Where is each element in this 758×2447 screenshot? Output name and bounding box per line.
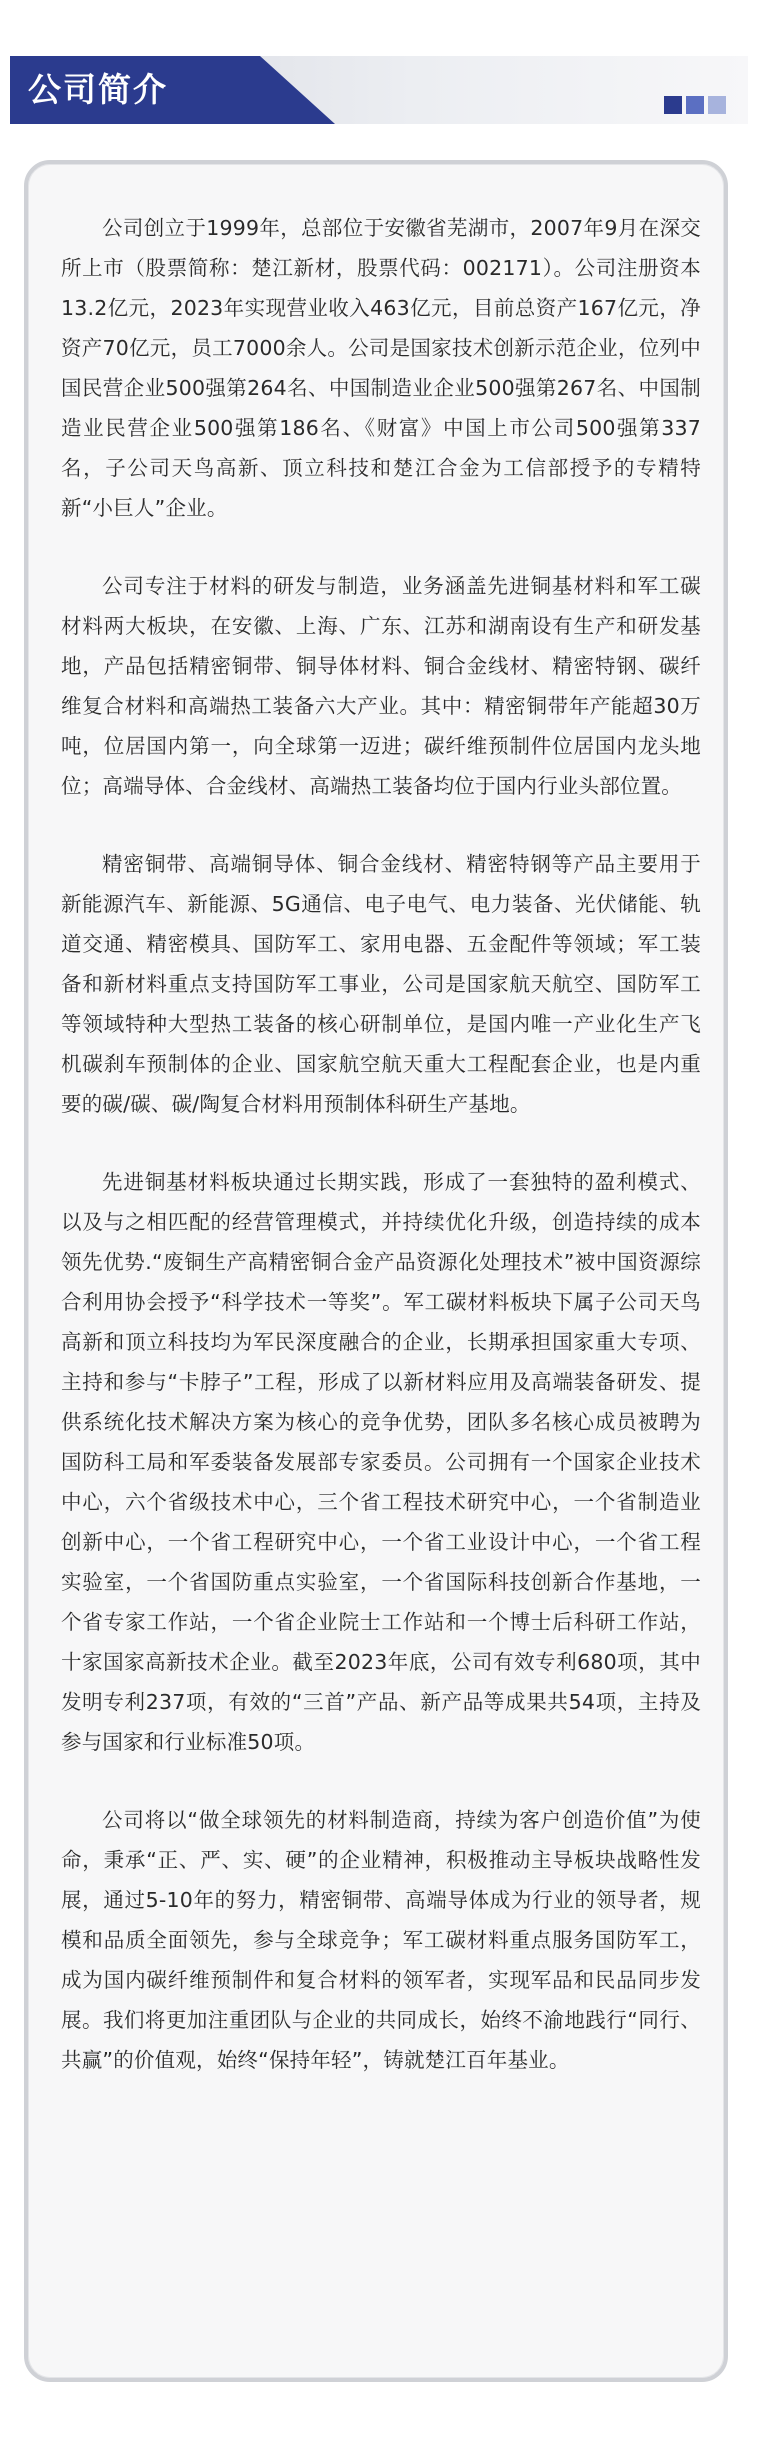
square-icon	[686, 96, 704, 114]
paragraph-capabilities: 先进铜基材料板块通过长期实践，形成了一套独特的盈利模式、以及与之相匹配的经营管理模式，并持续优化升级，创造持续的成本领先优势.“废铜生产高精密铜合金产品资源化处理技术”被中国资源综合利用协会授予“科学技术一等奖”。军工碳材料板块下属子公司天鸟高新和顶立科技均为军民深度融合的企业，长期承担国家重大专项、主持和参与“卡脖子”工程，形成了以新材料应用及高端装备研发、提供系统化技术解决方案为核心的竞争优势，团队多名核心成员被聘为国防科工局和军委装备发展部专家委员。公司拥有一个国家企业技术中心，六个省级技术中心，三个省工程技术研究中心，一个省制造业创新中心，一个省工程研究中心，一个省工业设计中心，一个省工程实验室，一个省国防重点实验室，一个省国际科技创新合作基地，一个省专家工作站，一个省企业院士工作站和一个博士后科研工作站，十家国家高新技术企业。截至2023年底，公司有效专利680项，其中发明专利237项，有效的“三首”产品、新产品等成果共54项，主持及参与国家和行业标准50项。	[61, 1170, 701, 1754]
company-intro-text	[61, 208, 701, 2118]
decorative-squares	[664, 96, 726, 114]
paragraph-mission: 公司将以“做全球领先的材料制造商，持续为客户创造价值”为使命，秉承“正、严、实、硬”的企业精神，积极推动主导板块战略性发展，通过5-10年的努力，精密铜带、高端导体成为行业的领导者，规模和品质全面领先，参与全球竞争；军工碳材料重点服务国防军工，成为国内碳纤维预制件和复合材料的领军者，实现军品和民品同步发展。我们将更加注重团队与企业的共同成长，始终不渝地践行“同行、共赢”的价值观，始终“保持年轻”，铸就楚江百年基业。	[61, 1808, 701, 2072]
paragraph-applications: 精密铜带、高端铜导体、铜合金线材、精密特钢等产品主要用于新能源汽车、新能源、5G通信、电子电气、电力装备、光伏储能、轨道交通、精密模具、国防军工、家用电器、五金配件等领域；军工装备和新材料重点支持国防军工事业，公司是国家航天航空、国防军工等领域特种大型热工装备的核心研制单位，是国内唯一产业化生产飞机碳刹车预制体的企业、国家航空航天重大工程配套企业，也是内重要的碳/碳、碳/陶复合材料用预制体科研生产基地。	[61, 852, 701, 1116]
square-icon	[708, 96, 726, 114]
paragraph-business: 公司专注于材料的研发与制造，业务涵盖先进铜基材料和军工碳材料两大板块，在安徽、上海、广东、江苏和湖南设有生产和研发基地，产品包括精密铜带、铜导体材料、铜合金线材、精密特钢、碳纤维复合材料和高端热工装备六大产业。其中：精密铜带年产能超30万吨，位居国内第一，向全球第一迈进；碳纤维预制件位居国内龙头地位；高端导体、合金线材、高端热工装备均位于国内行业头部位置。	[61, 574, 701, 798]
square-icon	[664, 96, 682, 114]
section-title: 公司简介	[28, 70, 168, 109]
paragraph-overview: 公司创立于1999年，总部位于安徽省芜湖市，2007年9月在深交所上市（股票简称：楚江新材，股票代码：002171）。公司注册资本13.2亿元，2023年实现营业收入463亿元，目前总资产167亿元，净资产70亿元，员工7000余人。公司是国家技术创新示范企业，位列中国民营企业500强第264名、中国制造业企业500强第267名、中国制造业民营企业500强第186名、《财富》中国上市公司500强第337名，子公司天鸟高新、顶立科技和楚江合金为工信部授予的专精特新“小巨人”企业。	[61, 216, 701, 520]
